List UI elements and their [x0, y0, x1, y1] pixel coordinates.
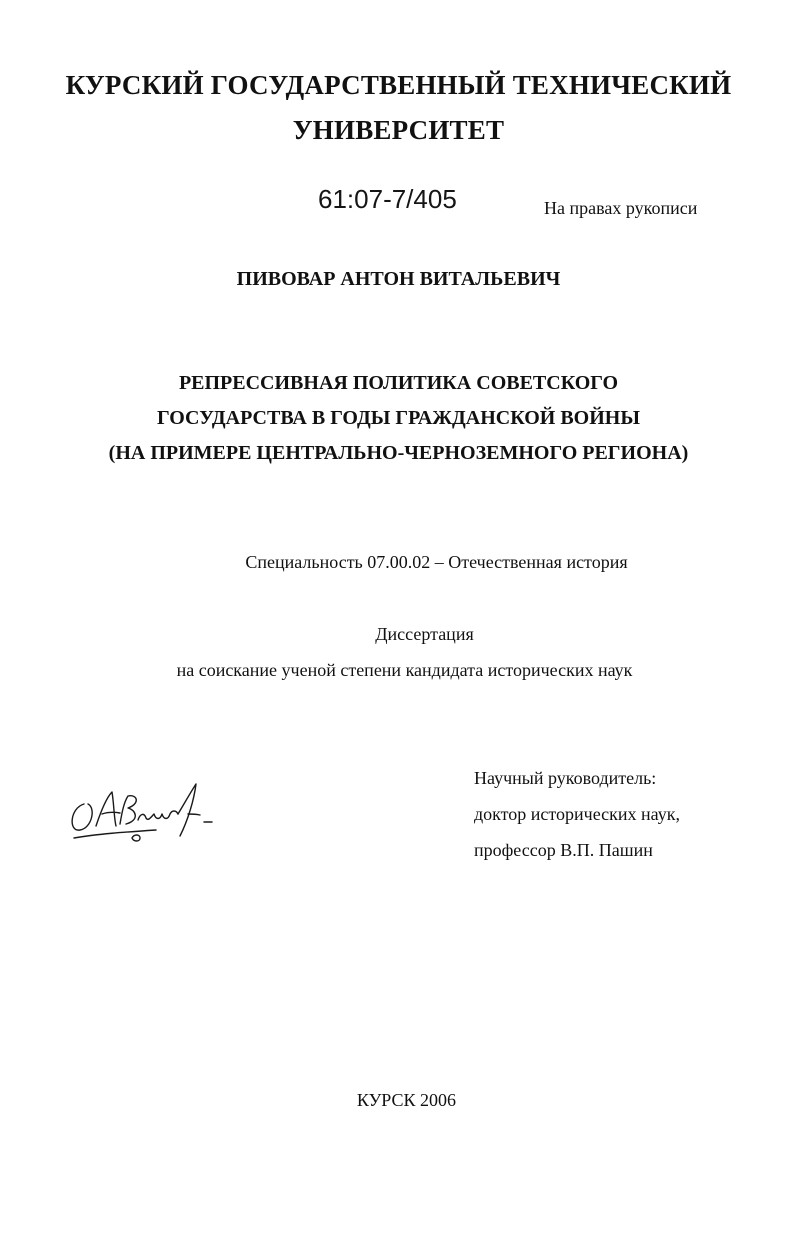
- catalog-code-stamp: 61:07-7/405: [318, 184, 457, 214]
- supervisor-label: Научный руководитель:: [474, 768, 657, 788]
- dissertation-purpose: на соискание ученой степени кандидата исторических наук: [176, 660, 633, 680]
- dissertation-label: Диссертация: [375, 624, 474, 644]
- university-name-line2: УНИВЕРСИТЕТ: [292, 115, 505, 145]
- specialty-line: Специальность 07.00.02 – Отечественная история: [245, 552, 628, 572]
- university-name-line1: КУРСКИЙ ГОСУДАРСТВЕННЫЙ ТЕХНИЧЕСКИЙ: [65, 70, 732, 100]
- rights-note: На правах рукописи: [544, 198, 698, 218]
- supervisor-name: профессор В.П. Пашин: [474, 840, 653, 860]
- city-year: КУРСК 2006: [356, 1090, 457, 1110]
- title-line1: РЕПРЕССИВНАЯ ПОЛИТИКА СОВЕТСКОГО: [178, 372, 619, 394]
- signature-icon: [66, 780, 216, 850]
- title-line3: (НА ПРИМЕРЕ ЦЕНТРАЛЬНО-ЧЕРНОЗЕМНОГО РЕГИОНА): [108, 442, 689, 464]
- supervisor-degree: доктор исторических наук,: [474, 804, 680, 824]
- title-line2: ГОСУДАРСТВА В ГОДЫ ГРАЖДАНСКОЙ ВОЙНЫ: [157, 407, 640, 429]
- author-name: ПИВОВАР АНТОН ВИТАЛЬЕВИЧ: [236, 268, 561, 290]
